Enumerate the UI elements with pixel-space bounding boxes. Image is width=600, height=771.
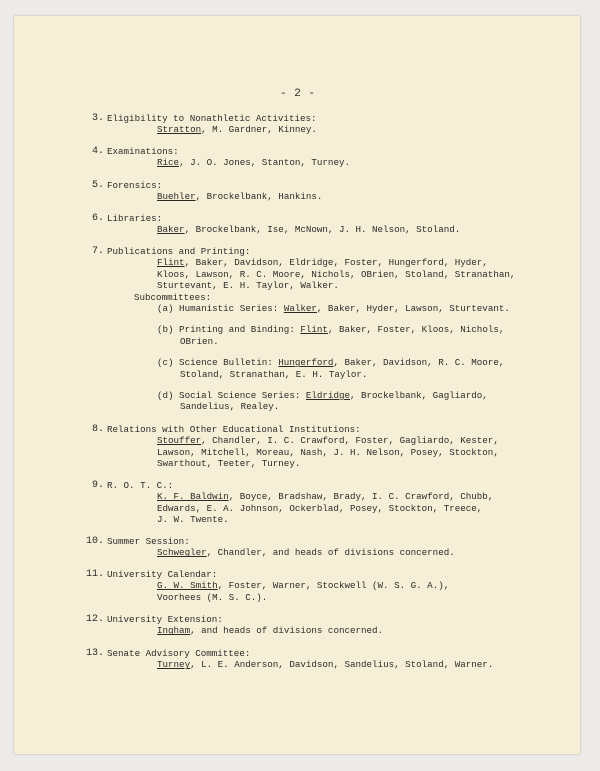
- item-number: 6.: [91, 213, 104, 224]
- member-list-continued: Lawson, Mitchell, Moreau, Nash, J. H. Nelson, Posey, Stockton,: [157, 446, 499, 458]
- committee-chair: Flint: [157, 257, 185, 269]
- committee-chair: G. W. Smith: [157, 580, 218, 592]
- committee-members: [157, 224, 460, 235]
- committee-chair: Rice: [157, 157, 180, 169]
- committee-members: [157, 625, 383, 636]
- document-page: [14, 16, 580, 754]
- committee-item: [82, 480, 493, 526]
- committee-members: [157, 580, 449, 591]
- item-number: 12.: [85, 614, 104, 625]
- subcommittee: [157, 357, 515, 380]
- committee-item: [82, 569, 449, 603]
- member-list: , Brockelbank, Ise, McNown, J. H. Nelson, Stoland.: [184, 224, 461, 236]
- member-list-continued: Voorhees (M. S. C.).: [157, 591, 268, 603]
- item-number: 4.: [91, 146, 104, 157]
- committee-item: [82, 113, 317, 136]
- subcommittee-members-continued: Sandelius, Realey.: [180, 401, 280, 413]
- committee-heading: University Extension:: [107, 614, 223, 625]
- member-list-continued: Edwards, E. A. Johnson, Ockerblad, Posey, Stockton, Treece,: [157, 502, 483, 514]
- subcommittees-label: Subcommittees:: [134, 291, 212, 303]
- member-list: , and heads of divisions concerned.: [190, 625, 384, 637]
- committee-chair: Turney: [157, 659, 191, 671]
- subcommittee-members: , Baker, Foster, Kloos, Nichols,: [327, 324, 505, 336]
- subcommittee: [157, 324, 515, 347]
- committee-heading: Publications and Printing:: [107, 246, 251, 257]
- member-list: , Foster, Warner, Stockwell (W. S. G. A.),: [217, 580, 450, 592]
- item-number: 7.: [91, 246, 104, 257]
- member-list-continued: Sturtevant, E. H. Taylor, Walker.: [157, 280, 339, 292]
- member-list: , Chandler, I. C. Crawford, Foster, Gagliardo, Kester,: [201, 435, 499, 447]
- subcommittee: [157, 303, 515, 314]
- member-list-continued: Kloos, Lawson, R. C. Moore, Nichols, OBrien, Stoland, Stranathan,: [157, 268, 516, 280]
- subcommittee-members: , Baker, Davidson, R. C. Moore,: [333, 357, 505, 369]
- committee-chair: Stouffer: [157, 435, 202, 447]
- committee-item: [82, 213, 460, 236]
- committee-members: [157, 435, 499, 446]
- member-list: , Brockelbank, Hankins.: [195, 191, 323, 203]
- member-list: , L. E. Anderson, Davidson, Sandelius, Stoland, Warner.: [190, 659, 494, 671]
- committee-members: [157, 157, 350, 168]
- page-number: - 2 -: [280, 88, 316, 100]
- subcommittee-members: , Baker, Hyder, Lawson, Sturtevant.: [316, 303, 510, 315]
- committee-heading: Relations with Other Educational Institutions:: [107, 424, 361, 435]
- member-list-continued: J. W. Twente.: [157, 514, 229, 526]
- committee-heading: R. O. T. C.:: [107, 480, 174, 491]
- member-list-continued: Swarthout, Teeter, Turney.: [157, 458, 301, 470]
- item-number: 3.: [91, 113, 104, 124]
- committee-item: [82, 536, 455, 559]
- subcommittee-name: (d) Social Science Series:: [157, 390, 306, 402]
- committee-heading: University Calendar:: [107, 569, 218, 580]
- committee-chair: Buehler: [157, 191, 196, 203]
- subcommittee-name: (b) Printing and Binding:: [157, 324, 301, 336]
- committee-item: [82, 180, 322, 203]
- item-number: 10.: [85, 536, 104, 547]
- subcommittee-chair: Hungerford: [278, 357, 334, 369]
- member-list: , Chandler, and heads of divisions concerned.: [206, 547, 455, 559]
- item-number: 11.: [85, 569, 104, 580]
- committee-members: [157, 257, 515, 268]
- committee-members: [157, 491, 493, 502]
- committee-chair: Ingham: [157, 625, 191, 637]
- committee-members: [157, 547, 455, 558]
- item-number: 8.: [91, 424, 104, 435]
- committee-chair: K. F. Baldwin: [157, 491, 229, 503]
- committee-chair: Schwegler: [157, 547, 207, 559]
- member-list: , Baker, Davidson, Eldridge, Foster, Hungerford, Hyder,: [184, 257, 488, 269]
- committee-heading: Forensics:: [107, 180, 163, 191]
- subcommittee-chair: Eldridge: [305, 390, 350, 402]
- member-list: , M. Gardner, Kinney.: [201, 124, 317, 136]
- subcommittee-members: , Brockelbank, Gagliardo,: [349, 390, 488, 402]
- member-list: , Boyce, Bradshaw, Brady, I. C. Crawford, Chubb,: [228, 491, 494, 503]
- member-list: , J. O. Jones, Stanton, Turney.: [179, 157, 350, 169]
- subcommittee-chair: Flint: [300, 324, 328, 336]
- committee-item: [82, 146, 350, 169]
- committee-item: [82, 614, 383, 637]
- committee-chair: Baker: [157, 224, 185, 236]
- committee-item: [82, 648, 493, 671]
- item-number: 9.: [91, 480, 104, 491]
- committee-heading: Summer Session:: [107, 536, 190, 547]
- subcommittee-members-continued: Stoland, Stranathan, E. H. Taylor.: [180, 368, 368, 380]
- subcommittee-name: (c) Science Bulletin:: [157, 357, 279, 369]
- item-number: 13.: [85, 648, 104, 659]
- subcommittee-chair: Walker: [283, 303, 317, 315]
- subcommittee-members-continued: OBrien.: [180, 335, 219, 347]
- committee-chair: Stratton: [157, 124, 202, 136]
- committee-item: [82, 246, 515, 413]
- committee-members: [157, 191, 322, 202]
- committee-item: [82, 424, 499, 470]
- committee-heading: Eligibility to Nonathletic Activities:: [107, 113, 317, 124]
- committee-members: [157, 659, 493, 670]
- subcommittee: [157, 390, 515, 413]
- item-number: 5.: [91, 180, 104, 191]
- committee-heading: Senate Advisory Committee:: [107, 648, 251, 659]
- committee-members: [157, 124, 317, 135]
- subcommittee-name: (a) Humanistic Series:: [157, 303, 284, 315]
- committee-heading: Libraries:: [107, 213, 163, 224]
- committee-heading: Examinations:: [107, 146, 179, 157]
